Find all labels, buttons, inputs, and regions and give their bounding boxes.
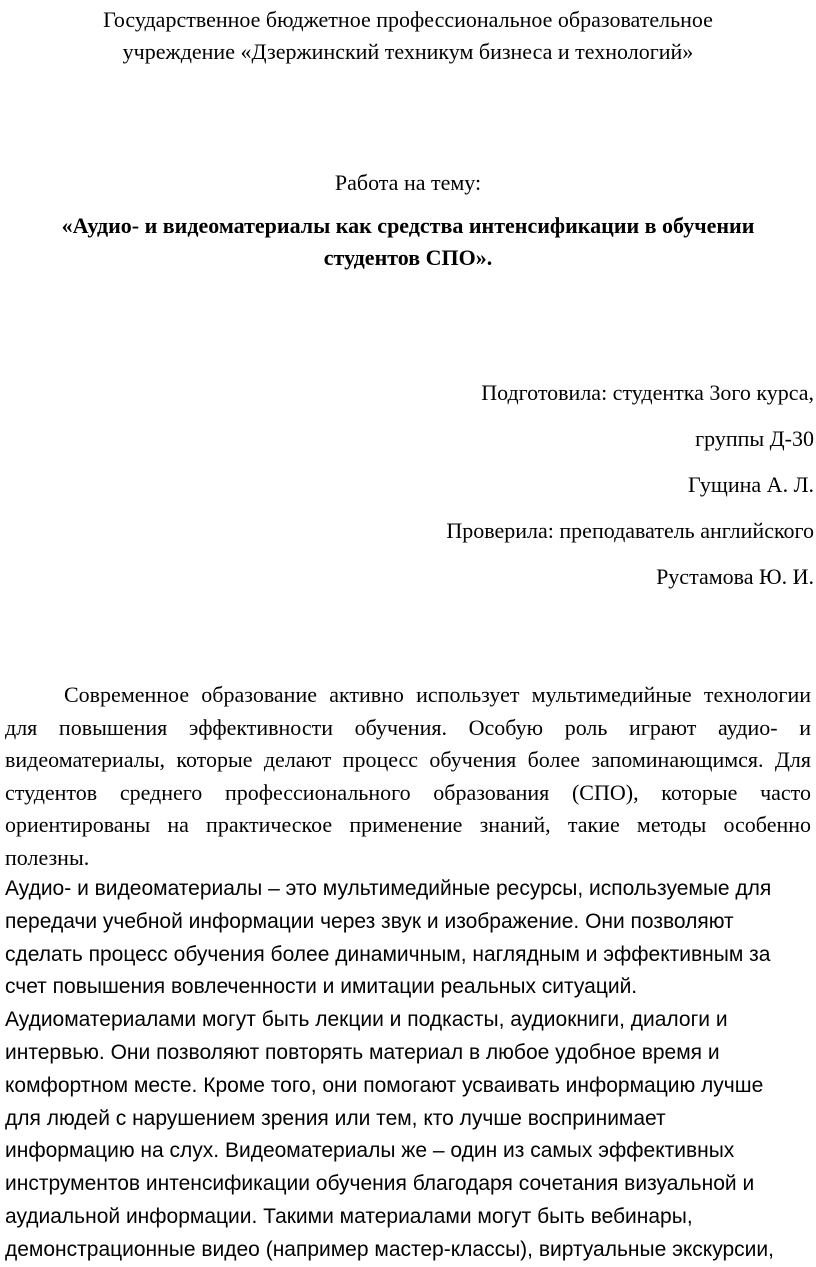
topic-intro: Работа на тему: (334, 170, 482, 195)
document-title (0, 210, 816, 274)
teacher-name: Рустамова Ю. И. (656, 564, 814, 589)
body-line: сделать процесс обучения более динамичным, наглядным и эффективным за (5, 942, 771, 966)
title-line-2: студентов СПО». (323, 245, 493, 270)
title-line-1: «Аудио- и видеоматериалы как средства интенсификации в обучении (61, 213, 755, 238)
body-line: Аудиоматериалами могут быть лекции и подкасты, аудиокниги, диалоги и (5, 1008, 728, 1032)
body-line: комфортном месте. Кроме того, они помогают усваивать информацию лучше (5, 1073, 764, 1097)
body-line: Аудио- и видеоматериалы – это мультимедийные ресурсы, используемые для (5, 877, 772, 900)
institution-line-1: Государственное бюджетное профессиональное образовательное (103, 7, 713, 32)
credits-block (446, 370, 814, 600)
body-line: интервью. Они позволяют повторять материал в любое удобное время и (5, 1040, 720, 1064)
checked-by: Проверила: преподаватель английского (446, 518, 814, 543)
body-paragraph (5, 873, 815, 1267)
body-line: информацию на слух. Видеоматериалы же – один из самых эффективных (5, 1139, 735, 1163)
body-line: передачи учебной информации через звук и изображение. Они позволяют (5, 909, 734, 933)
intro-paragraph: Современное образование активно использует мультимедийные технологии для повышения эффективности обучения. Особую роль играют аудио- и видеоматериалы, которые делают процесс обучения более запоминающимся. Для студентов среднего профессионального образования (СПО), которые часто ориентированы на практическое применение знаний, такие методы особенно полезны. (5, 682, 811, 870)
body-line: для людей с нарушением зрения или тем, кто лучше воспринимает (5, 1106, 666, 1130)
prepared-by: Подготовила: студентка 3ого курса, (481, 380, 814, 405)
body-line: счет повышения вовлеченности и имитации реальных ситуаций. (5, 975, 638, 999)
institution-line-2: учреждение «Дзержинский техникум бизнеса и технологий» (122, 39, 694, 64)
student-group: группы Д-30 (695, 426, 814, 451)
body-line: демонстрационные видео (например мастер-классы), виртуальные экскурсии, (5, 1237, 774, 1261)
body-line: инструментов интенсификации обучения благодаря сочетания визуальной и (5, 1172, 755, 1196)
institution-header (0, 4, 816, 68)
body-line: аудиальной информации. Такими материалами могут быть вебинары, (5, 1204, 693, 1228)
student-name: Гущина А. Л. (688, 472, 814, 497)
